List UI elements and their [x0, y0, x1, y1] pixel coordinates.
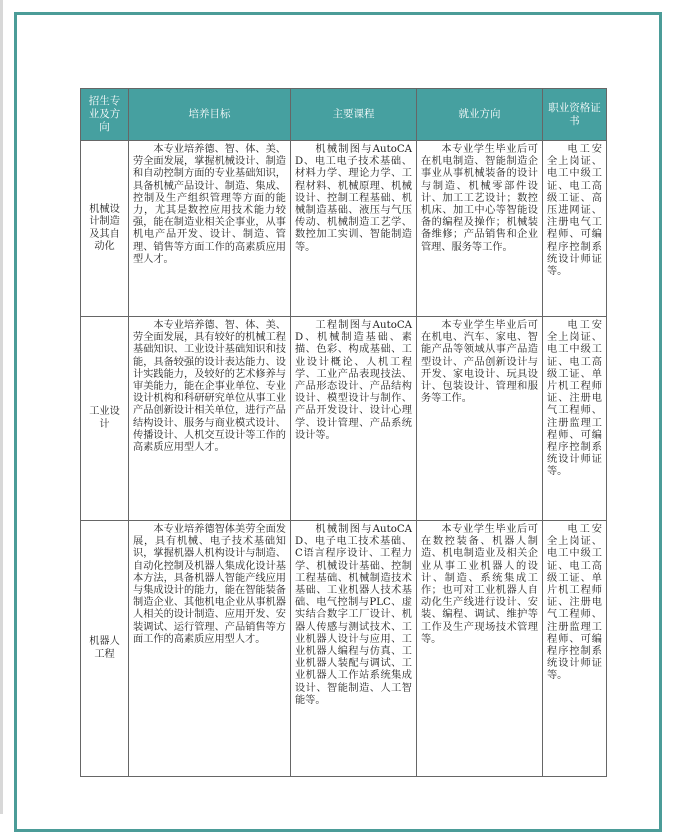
- courses-text: 工程制图与AutoCAD、机械制造基础、素描、色彩、构成基础、工业设计概论、人机工程学、工业产品表现技法、产品形态设计、产品结构设计、模型设计与制作、产品开发设计、设计心理学、设计管理、产品系统设计等。: [295, 320, 412, 441]
- courses-cell: [291, 521, 417, 777]
- courses-cell: [291, 317, 417, 521]
- major-info-table: [80, 88, 607, 777]
- table-header-row: [81, 89, 607, 141]
- table-row: [81, 317, 607, 521]
- major-name: 工业设计: [81, 317, 129, 521]
- cert-cell: [543, 317, 607, 521]
- cert-text: 电工安全上岗证、电工中级工证、电工高级工证、单片机工程师证、注册电气工程师、注册监理工程师、可编程序控制系统设计师证等。: [547, 524, 602, 682]
- cert-cell: [543, 521, 607, 777]
- major-name: 机械设计制造及其自动化: [81, 141, 129, 317]
- header-goal: 培养目标: [129, 89, 291, 141]
- career-cell: [417, 521, 543, 777]
- header-courses: 主要课程: [291, 89, 417, 141]
- header-career: 就业方向: [417, 89, 543, 141]
- page-left-edge: [0, 0, 3, 814]
- courses-cell: [291, 141, 417, 317]
- cert-text: 电工安全上岗证、电工中级工证、电工高级工证、高压进网证、注册电气工程师、可编程序控制系统设计师证等。: [547, 144, 602, 278]
- table-row: [81, 141, 607, 317]
- goal-text: 本专业培养德智体美劳全面发展，具有机械、电子技术基础知识，掌握机器人机构设计与制造、自动化控制及机器人集成化设计基本方法，具备机器人智能产线应用与集成设计的能力，能在智能装备制造企业、其他机电企业从事机器人相关的设计制造、应用开发、安装调试、运行管理、产品销售等方面工作的高素质应用型人才。: [133, 524, 286, 645]
- courses-text: 机械制图与AutoCAD、电工电子技术基础、材料力学、理论力学、工程材料、机械原理、机械设计、控制工程基础、机械制造基础、液压与气压传动、机械制造工艺学、数控加工实训、智能制造等。: [295, 144, 412, 253]
- table-row: [81, 521, 607, 777]
- goal-cell: [129, 521, 291, 777]
- header-major: 招生专业及方向: [81, 89, 129, 141]
- career-text: 本专业学生毕业后可在数控装备、机器人制造、机电制造业及相关企业从事工业机器人的设计、制造、系统集成工作；也可对工业机器人自动化生产线进行设计、安装、编程、调试、维护等工作及生产现场技术管理等。: [421, 524, 538, 645]
- career-text: 本专业学生毕业后可在机电、汽车、家电、智能产品等领域从事产品造型设计、产品创新设计与开发、家电设计、玩具设计、包装设计、管理和服务等工作。: [421, 320, 538, 405]
- cert-cell: [543, 141, 607, 317]
- career-text: 本专业学生毕业后可在机电制造、智能制造企事业从事机械装备的设计与制造、机械零部件设计、加工工艺设计；数控机床、加工中心等智能设备的编程及操作；机械装备维修；产品销售和企业管理、服务等工作。: [421, 144, 538, 253]
- goal-text: 本专业培养德、智、体、美、劳全面发展，掌握机械设计、制造和自动控制方面的专业基础知识，具备机械产品设计、制造、集成、控制及生产组织管理等方面的能力，尤其是数控应用技术能力较强，能在制造业相关企事业，从事机电产品开发、设计、制造、管理、销售等方面工作的高素质应用型人才。: [133, 144, 286, 265]
- major-name: 机器人工程: [81, 521, 129, 777]
- goal-text: 本专业培养德、智、体、美、劳全面发展，具有较好的机械工程基础知识、工业设计基础知识和技能，具备较强的设计表达能力、设计实践能力，及较好的艺术修养与审美能力，能在企事业单位、专业设计机构和科研研究单位从事工业产品创新设计相关单位，进行产品结构设计、服务与商业模式设计、传播设计、人机交互设计等工作的高素质应用型人才。: [133, 320, 286, 454]
- goal-cell: [129, 141, 291, 317]
- cert-text: 电工安全上岗证、电工中级工证、电工高级工证、单片机工程师证、注册电气工程师、注册监理工程师、可编程序控制系统设计师证等。: [547, 320, 602, 478]
- career-cell: [417, 141, 543, 317]
- courses-text: 机械制图与AutoCAD、电子电工技术基础、C语言程序设计、工程力学、机械设计基础、控制工程基础、机械制造技术基础、工业机器人技术基础、电气控制与PLC、虚实结合数字工厂设计、机器人传感与测试技术、工业机器人设计与应用、工业机器人编程与仿真、工业机器人装配与调试、工业机器人工作站系统集成设计、智能制造、人工智能等。: [295, 524, 412, 706]
- header-cert: 职业资格证书: [543, 89, 607, 141]
- goal-cell: [129, 317, 291, 521]
- career-cell: [417, 317, 543, 521]
